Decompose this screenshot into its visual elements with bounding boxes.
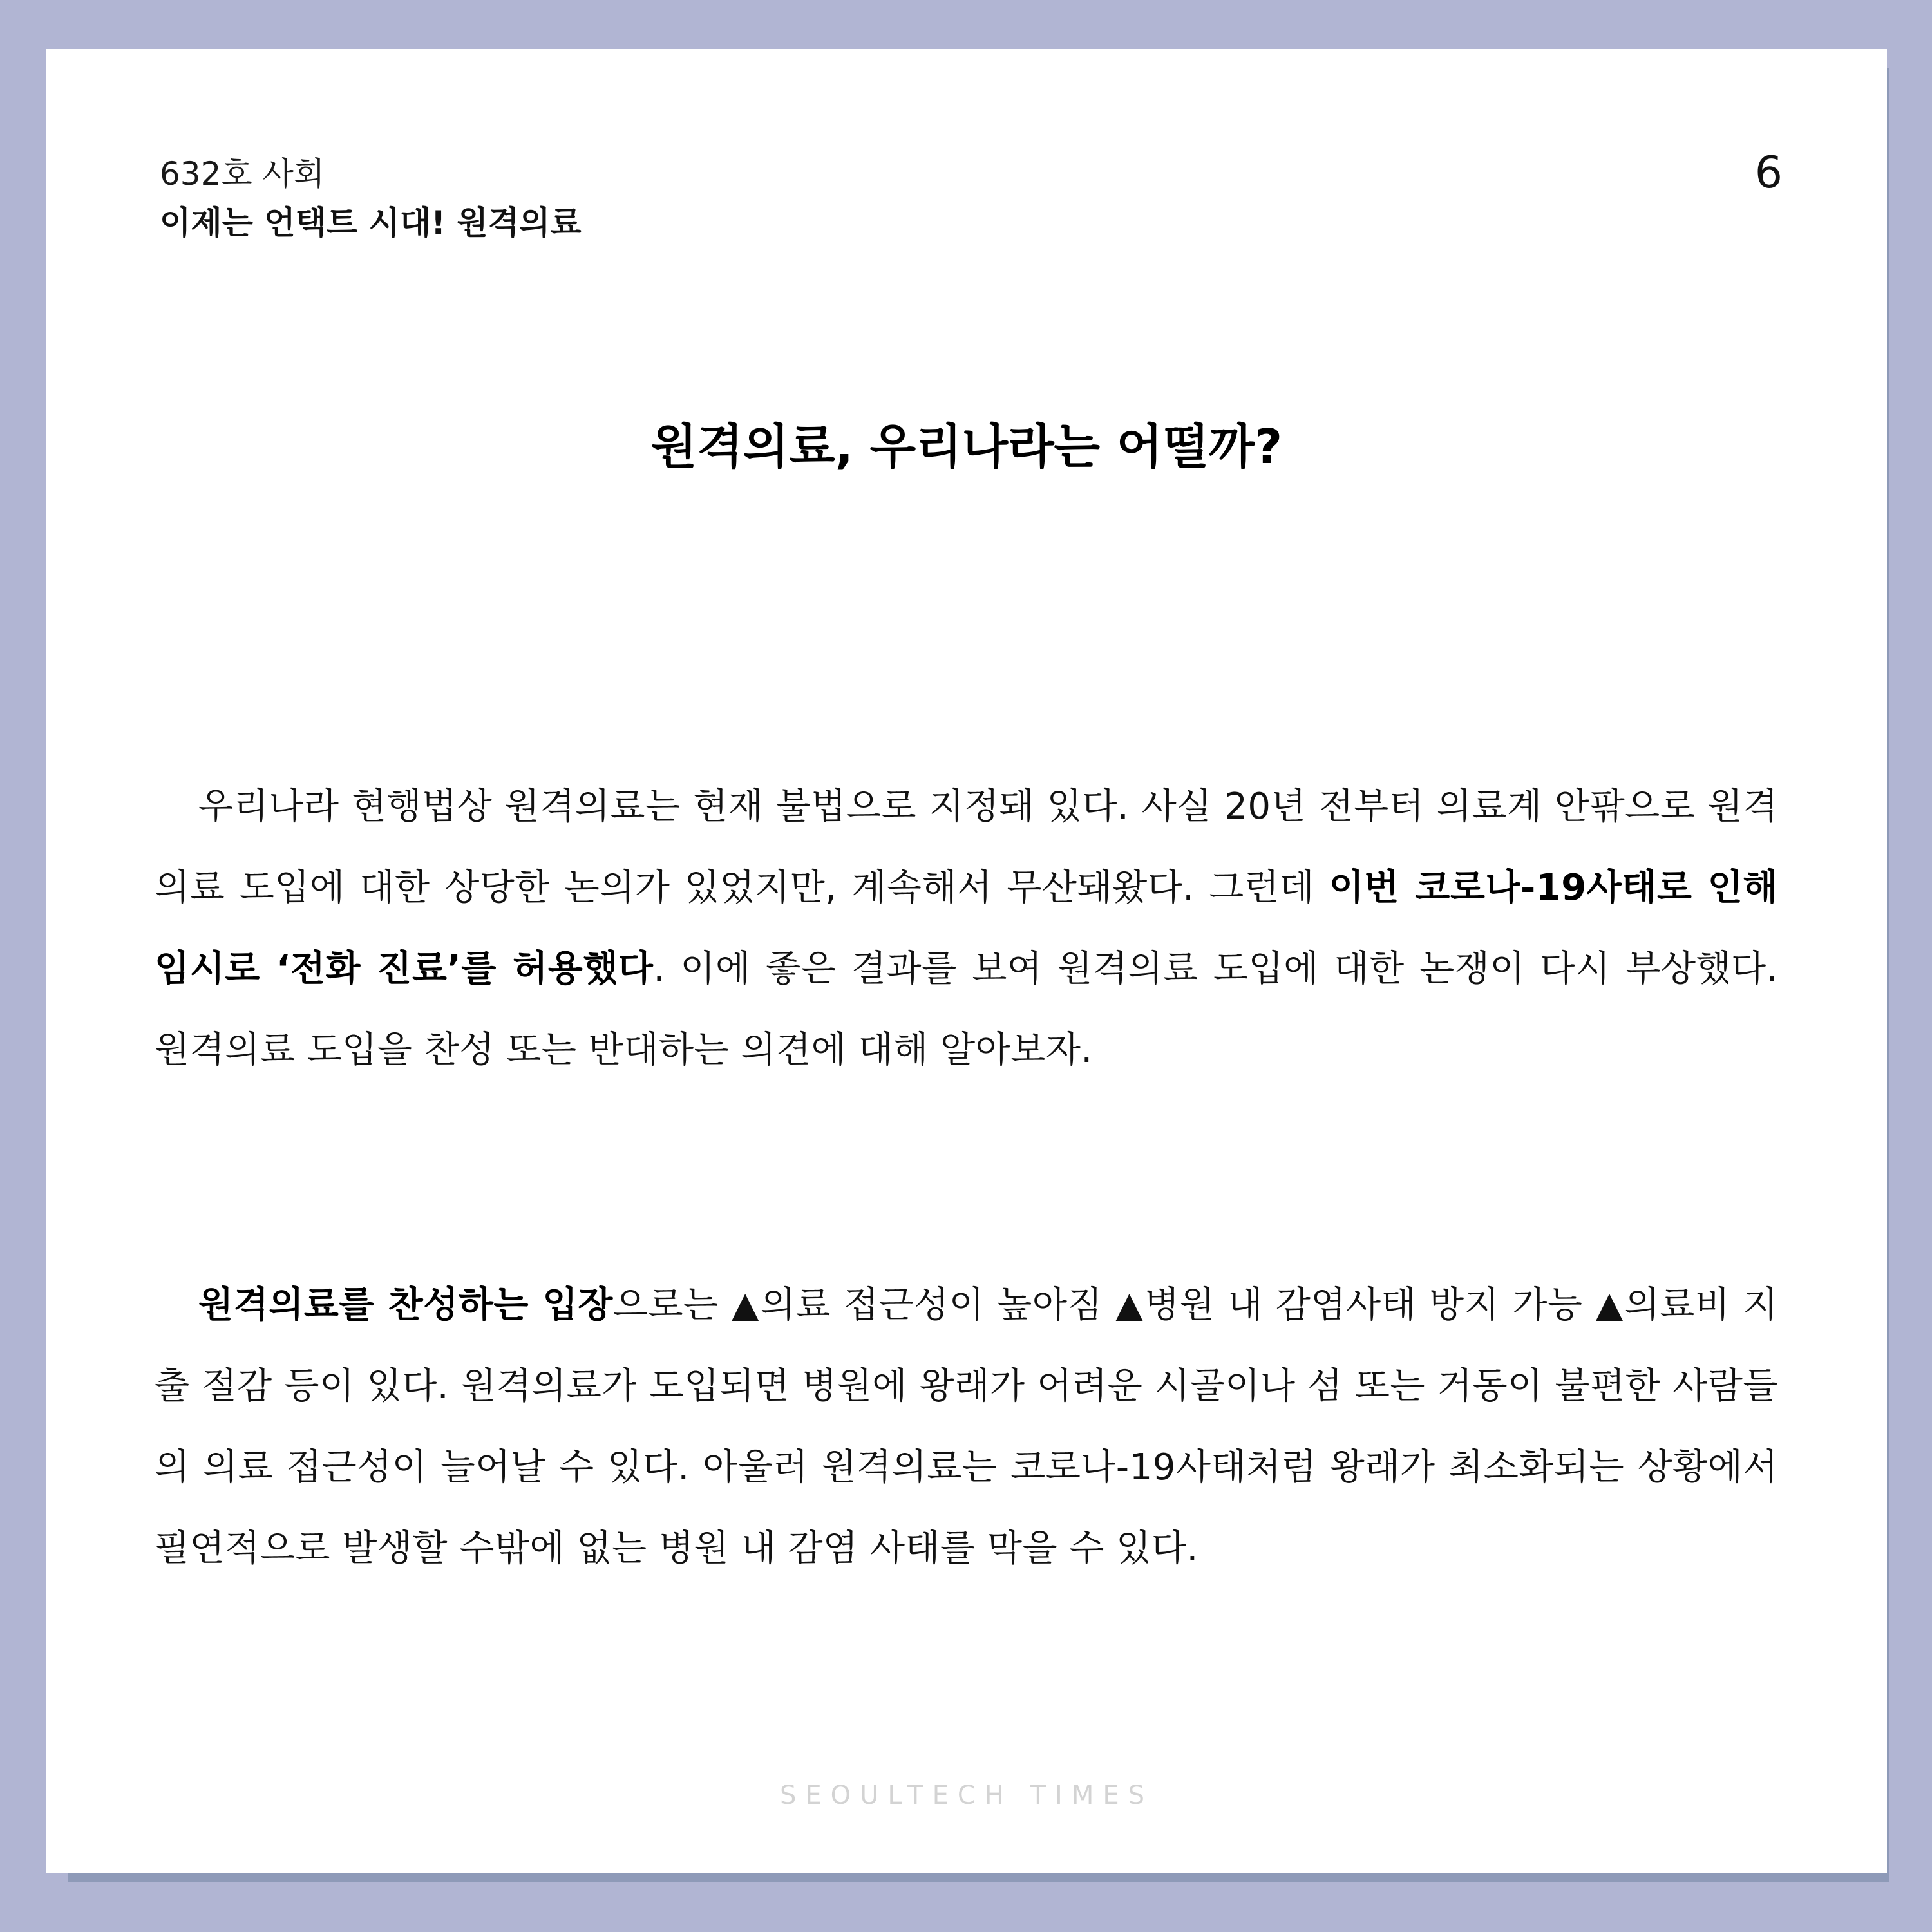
section-subtitle: 이제는 언택트 시대! 원격의료: [160, 204, 582, 242]
paragraph-intro-text: 우리나라 현행법상 원격의료는 현재 불법으로 지정돼 있다. 사실 20년 전부터 의료계 안팎으로 원격의료 도입에 대한 상당한 논의가 있었지만, 계속해서 무산돼왔다. 그런데: [155, 786, 1778, 909]
paragraph-pro-position: [155, 1265, 1778, 1589]
article-title: 원격의료, 우리나라는 어떨까?: [650, 419, 1283, 475]
issue-label: 632호 사회: [160, 155, 325, 193]
paragraph-intro-emphasis: 이번 코로나-19사태로 인해 임시로 ‘전화 진료’를 허용했다: [155, 867, 1778, 990]
paragraph-intro: [155, 766, 1778, 1091]
paragraph-pro-text: 으로는 ▲의료 접근성이 높아짐 ▲병원 내 감염사태 방지 가능 ▲의료비 지출 절감 등이 있다. 원격의료가 도입되면 병원에 왕래가 어려운 시골이나 섬 또는 거동이 불편한 사람들의 의료 접근성이 늘어날 수 있다. 아울러 원격의료는 코로나-19사태처럼 왕래가 최소화되는 상황에서 필연적으로 발생할 수밖에 없는 병원 내 감염 사태를 막을 수 있다.: [155, 1284, 1778, 1569]
page-sheet: [46, 49, 1887, 1873]
footer-publication-name: SEOULTECH TIMES: [779, 1781, 1154, 1810]
paragraph-intro-text-continued: . 이에 좋은 결과를 보여 원격의료 도입에 대한 논쟁이 다시 부상했다. 원격의료 도입을 찬성 또는 반대하는 의견에 대해 알아보자.: [155, 948, 1779, 1071]
paragraph-pro-emphasis: 원격의료를 찬성하는 입장: [198, 1284, 613, 1326]
page-number: 6: [1754, 147, 1783, 198]
